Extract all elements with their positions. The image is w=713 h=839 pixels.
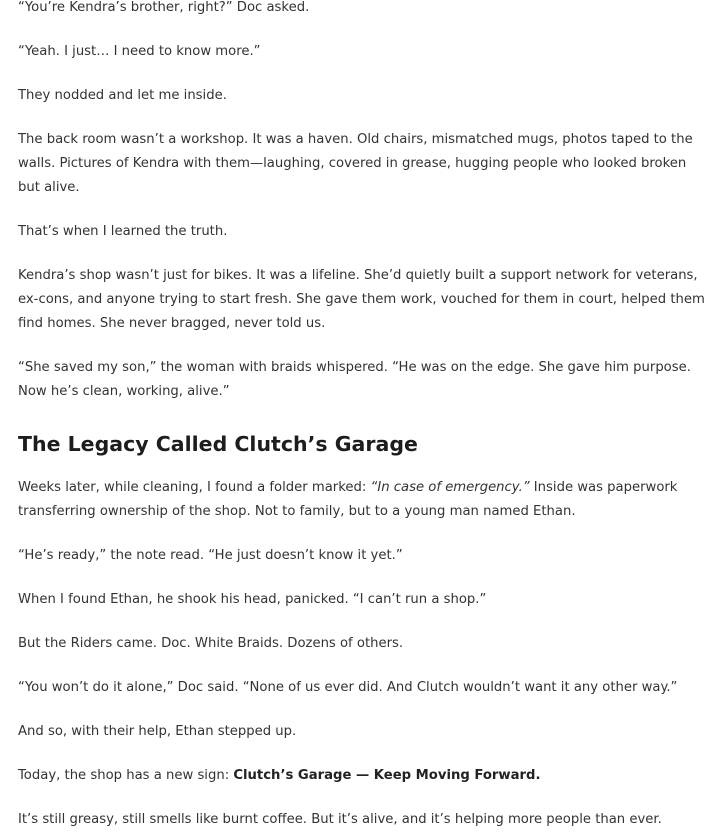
paragraph: That’s when I learned the truth. bbox=[18, 224, 228, 239]
paragraph: “You’re Kendra’s brother, right?” Doc asked. bbox=[18, 0, 310, 15]
emphasis-text: “In case of emergency.” bbox=[370, 480, 530, 495]
paragraph: When I found Ethan, he shook his head, panicked. “I can’t run a shop.” bbox=[18, 592, 487, 607]
paragraph-text: Weeks later, while cleaning, I found a folder marked: bbox=[18, 480, 371, 495]
paragraph: “He’s ready,” the note read. “He just doesn’t know it yet.” bbox=[18, 548, 403, 563]
section-heading: The Legacy Called Clutch’s Garage bbox=[18, 432, 418, 456]
paragraph: “She saved my son,” the woman with braids whispered. “He was on the edge. She gave him purpose. Now he’s clean, working, alive.” bbox=[18, 360, 691, 399]
paragraph: It’s still greasy, still smells like burnt coffee. But it’s alive, and it’s helping more people than ever. bbox=[18, 812, 662, 827]
paragraph-text: Today, the shop has a new sign: bbox=[18, 768, 234, 783]
paragraph: They nodded and let me inside. bbox=[18, 88, 227, 103]
bold-text: Clutch’s Garage — Keep Moving Forward. bbox=[233, 768, 541, 783]
paragraph: “You won’t do it alone,” Doc said. “None of us ever did. And Clutch wouldn’t want it any other way.” bbox=[18, 680, 678, 695]
paragraph bbox=[18, 476, 705, 524]
paragraph: But the Riders came. Doc. White Braids. Dozens of others. bbox=[18, 636, 404, 651]
paragraph: And so, with their help, Ethan stepped up. bbox=[18, 724, 297, 739]
paragraph: “Yeah. I just… I need to know more.” bbox=[18, 44, 261, 59]
paragraph bbox=[18, 764, 705, 788]
paragraph-text: Inside was paperwork transferring ownership of the shop. Not to family, but to a young man named Ethan. bbox=[18, 480, 678, 519]
paragraph: Kendra’s shop wasn’t just for bikes. It was a lifeline. She’d quietly built a support network for veterans, ex-cons, and anyone trying to start fresh. She gave them work, vouched for them in court, helped them find homes. She never bragged, never told us. bbox=[18, 268, 705, 331]
paragraph: The back room wasn’t a workshop. It was a haven. Old chairs, mismatched mugs, photos taped to the walls. Pictures of Kendra with them—laughing, covered in grease, hugging people who looked broken but alive. bbox=[18, 132, 693, 195]
